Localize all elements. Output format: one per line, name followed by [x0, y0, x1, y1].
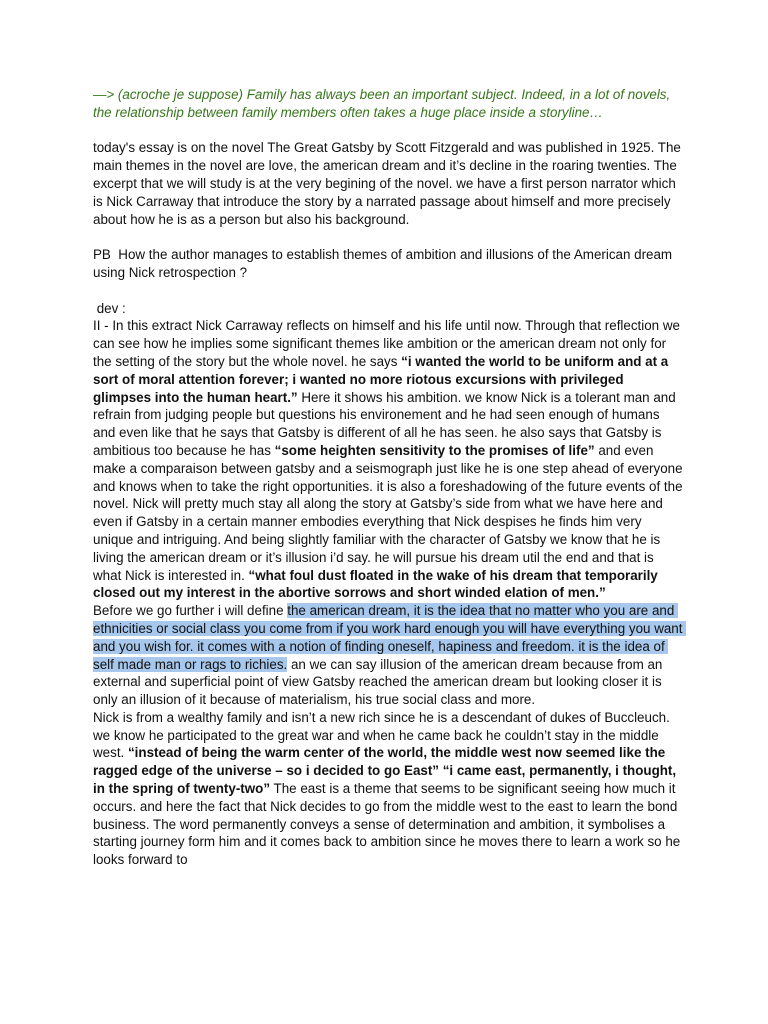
development-heading: dev :: [93, 300, 126, 316]
quote-3: “what foul dust floated in the wake of his dream that temporarily closed out my interest in the abortive sorrows and short winded elation of men.”: [93, 567, 662, 601]
intro-note: —> (acroche je suppose) Family has always been an important subject. Indeed, in a lot of novels, the relationship between family members often takes a huge place inside a storyline…: [93, 87, 671, 120]
development-paragraph-1: [93, 317, 687, 602]
quote-2: “some heighten sensitivity to the promises of life”: [274, 442, 595, 458]
paragraph-gap: [93, 228, 683, 246]
introduction-paragraph: today's essay is on the novel The Great Gatsby by Scott Fitzgerald and was published in 1925. The main themes in the novel are love, the american dream and it’s decline in the roaring twenties. The excerpt that we will study is at the very begining of the novel. we have a first person narrator which is Nick Carraway that introduce the story by a narrated passage about himself and more precisely about how he is as a person but also his background.: [93, 140, 685, 227]
body-text: and even make a comparaison between gatsby and a seismograph just like he is one step ahead of everyone and knows when to take the right opportunities. it is also a foreshadowing of the future events of the novel. Nick will pretty much stay all along the story at Gatsby’s side from what we have here and even if Gatsby in a certain manner embodies everything that Nick despises he finds him very unique and intriguing. And being slightly familiar with the character of Gatsby we know that he is living the american dream or it’s illusion i’d say. he will pursue his dream util the end and that is what Nick is interested in.: [93, 442, 687, 583]
highlighted-definition: the american dream, it is the idea that no matter who you are and ethnicities or social class you come from if you work hard enough you will have everything you want and you wish for. it comes with a notion of finding oneself, hapiness and freedom. it is the idea of self made man or rags to richies.: [93, 603, 687, 672]
development-paragraph-3: [93, 709, 683, 869]
development-paragraph-2: [93, 602, 687, 709]
body-text: II - In this extract Nick Carraway reflects on himself and his life until now. Through that reflection we can see how he implies some significant themes like ambition or the american dream not only for the setting of the story but the whole novel. he says: [93, 318, 684, 369]
body-text: an we can say illusion of the american dream because from an external and superficial point of view Gatsby reached the american dream but looking closer it is only an illusion of it because of materialism, his true social class and more.: [93, 656, 667, 708]
body-text: Here it shows his ambition. we know Nick is a tolerant man and refrain from judging people but questions his environement and he had seen enough of humans and even like that he says that Gatsby is different of all he has seen. he also says that Gatsby is ambitious too because he has: [93, 389, 680, 458]
quote-4: “instead of being the warm center of the world, the middle west now seemed like the ragged edge of the universe – so i decided to go East” “i came east, permanently, i thought, in the spring of twenty-two”: [93, 745, 680, 797]
body-text: Before we go further i will define: [93, 603, 288, 619]
document-page: [93, 86, 687, 869]
paragraph-gap: [93, 282, 683, 300]
body-text: Nick is from a wealthy family and isn’t a new rich since he is a descendant of dukes of Buccleuch. we know he participated to the great war and when he came back he couldn’t stay in the middle west.: [93, 709, 674, 761]
quote-1: “i wanted the world to be uniform and at a sort of moral attention forever; i wanted no more riotous excursions with privileged glimpses into the human heart.”: [93, 353, 672, 405]
problematic-paragraph: PB How the author manages to establish themes of ambition and illusions of the American dream using Nick retrospection ?: [93, 247, 676, 280]
body-text: The east is a theme that seems to be significant seeing how much it occurs. and here the fact that Nick decides to go from the middle west to the east to learn the bond business. The word permanently conveys a sense of determination and ambition, it symbolises a starting journey form him and it comes back to ambition since he moves there to learn a work so he looks forward to: [93, 781, 684, 868]
